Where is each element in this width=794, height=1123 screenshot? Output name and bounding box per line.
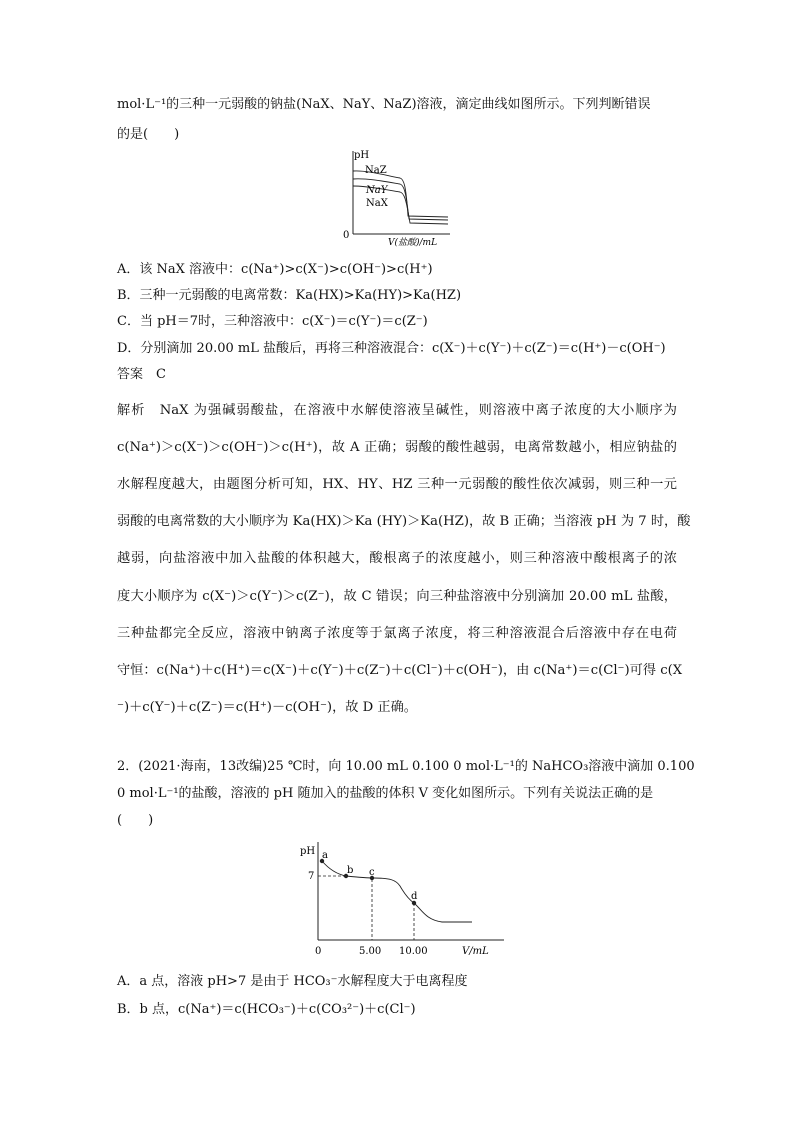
q2-point-label-d: d bbox=[411, 891, 418, 902]
q1-analysis-line-1: 解析 NaX 为强碱弱酸盐，在溶液中水解使溶液呈碱性，则溶液中离子浓度的大小顺序为 bbox=[117, 403, 677, 418]
q2-stem-line-3: ( ) bbox=[117, 813, 154, 828]
q1-analysis-line-6: 度大小顺序为 c(X⁻)＞c(Y⁻)＞c(Z⁻)，故 C 错误；向三种盐溶液中分别滴加 20.00 mL 盐酸， bbox=[117, 589, 677, 604]
q2-stem-line-2: 0 mol·L⁻¹的盐酸，溶液的 pH 随加入的盐酸的体积 V 变化如图所示。下列有关说法正确的是 bbox=[117, 786, 654, 801]
q1-analysis-line-7: 三种盐都完全反应，溶液中钠离子浓度等于氯离子浓度，将三种溶液混合后溶液中存在电荷 bbox=[117, 626, 677, 641]
q2-y-axis-label: pH bbox=[300, 846, 316, 857]
q1-stem-line-1: mol·L⁻¹的三种一元弱酸的钠盐(NaX、NaY、NaZ)溶液，滴定曲线如图所示。下列判断错误 bbox=[117, 97, 651, 112]
q1-y-axis-label: pH bbox=[354, 150, 370, 161]
q2-stem-line-1: 2．(2021·海南，13改编)25 ℃时，向 10.00 mL 0.100 0 mol·L⁻¹的 NaHCO₃溶液中滴加 0.100 bbox=[117, 759, 695, 774]
q2-x-tick-10: 10.00 bbox=[399, 946, 428, 957]
q2-point-label-b: b bbox=[347, 865, 354, 876]
q2-point-label-c: c bbox=[369, 867, 375, 878]
q1-analysis-line-9: ⁻)＋c(Y⁻)＋c(Z⁻)＝c(H⁺)－c(OH⁻)，故 D 正确。 bbox=[117, 700, 417, 715]
q1-option-d: D．分别滴加 20.00 mL 盐酸后，再将三种溶液混合：c(X⁻)＋c(Y⁻)＋c(Z⁻)＝c(H⁺)－c(OH⁻) bbox=[117, 341, 666, 356]
q1-curve-label-naz: NaZ bbox=[365, 165, 387, 176]
q1-answer: 答案 C bbox=[117, 367, 166, 382]
q1-curve-label-nay: NaY bbox=[366, 185, 388, 196]
q1-titration-figure bbox=[338, 146, 458, 248]
q1-origin-label: 0 bbox=[343, 230, 350, 241]
q1-x-axis-label: V(盐酸)/mL bbox=[388, 238, 438, 248]
q1-analysis-line-5: 越弱，向盐溶液中加入盐酸的体积越大，酸根离子的浓度越小，则三种溶液中酸根离子的浓 bbox=[117, 551, 677, 566]
q1-analysis-line-3: 水解程度越大，由题图分析可知，HX、HY、HZ 三种一元弱酸的酸性依次减弱，则三种一元 bbox=[117, 477, 677, 492]
q2-origin-label: 0 bbox=[315, 946, 322, 957]
q1-stem-line-2: 的是( ) bbox=[117, 127, 180, 142]
q2-option-b: B．b 点，c(Na⁺)＝c(HCO₃⁻)＋c(CO₃²⁻)＋c(Cl⁻) bbox=[117, 1002, 416, 1017]
q2-point-label-a: a bbox=[322, 850, 328, 861]
q2-option-a: A．a 点，溶液 pH>7 是由于 HCO₃⁻水解程度大于电离程度 bbox=[117, 974, 468, 989]
q1-option-a: A．该 NaX 溶液中：c(Na⁺)>c(X⁻)>c(OH⁻)>c(H⁺) bbox=[117, 262, 433, 277]
q1-option-c: C．当 pH＝7时，三种溶液中：c(X⁻)＝c(Y⁻)＝c(Z⁻) bbox=[117, 314, 428, 329]
q2-ph-figure bbox=[294, 836, 514, 964]
q2-ph-curve bbox=[322, 861, 472, 922]
q1-analysis-line-2: c(Na⁺)＞c(X⁻)＞c(OH⁻)＞c(H⁺)，故 A 正确；弱酸的酸性越弱，电离常数越小，相应钠盐的 bbox=[117, 440, 677, 455]
q2-x-axis-label: V/mL bbox=[462, 946, 489, 957]
q1-analysis-line-4: 弱酸的电离常数的大小顺序为 Ka(HX)＞Ka (HY)＞Ka(HZ)，故 B 正确；当溶液 pH 为 7 时，酸 bbox=[117, 514, 691, 529]
q2-x-tick-5: 5.00 bbox=[359, 946, 382, 957]
q1-analysis-line-8: 守恒：c(Na⁺)＋c(H⁺)＝c(X⁻)＋c(Y⁻)＋c(Z⁻)＋c(Cl⁻)＋c(OH⁻)，由 c(Na⁺)＝c(Cl⁻)可得 c(X bbox=[117, 663, 683, 678]
q2-y-tick-7: 7 bbox=[308, 871, 315, 882]
q1-curve-label-nax: NaX bbox=[366, 198, 388, 209]
q1-option-b: B．三种一元弱酸的电离常数：Ka(HX)>Ka(HY)>Ka(HZ) bbox=[117, 288, 462, 303]
